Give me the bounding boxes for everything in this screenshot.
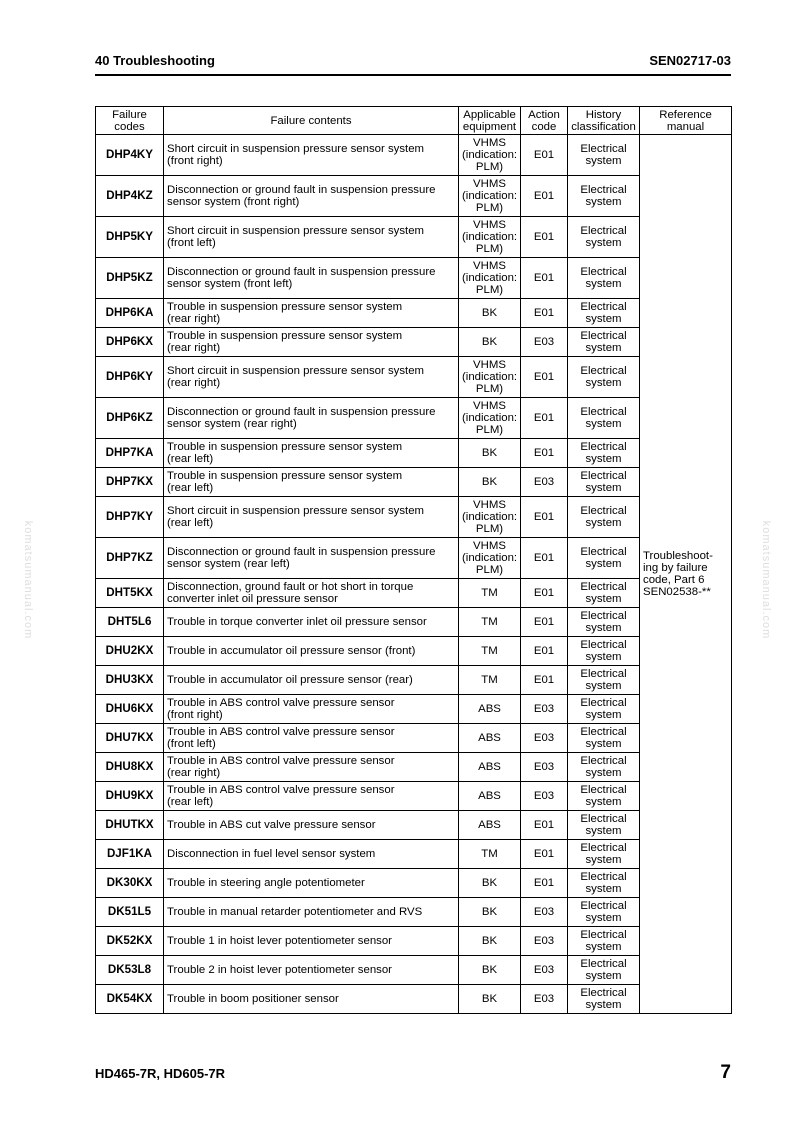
failure-contents-cell: Trouble in ABS control valve pressure sensor (rear left) [164, 782, 459, 811]
failure-contents-cell: Trouble in suspension pressure sensor system (rear right) [164, 299, 459, 328]
history-classification-cell: Electrical system [568, 637, 640, 666]
table-row [96, 695, 732, 724]
failure-contents-cell: Trouble in boom positioner sensor [164, 985, 459, 1014]
failure-contents-cell: Disconnection in fuel level sensor system [164, 840, 459, 869]
applicable-equipment-cell: BK [459, 927, 521, 956]
applicable-equipment-cell: BK [459, 956, 521, 985]
failure-contents-cell: Trouble in suspension pressure sensor system (rear left) [164, 468, 459, 497]
failure-code-cell: DK53L8 [96, 956, 164, 985]
reference-manual-cell: Troubleshoot- ing by failure code, Part 6 SEN02538-** [640, 135, 732, 1014]
history-classification-cell: Electrical system [568, 217, 640, 258]
table-row [96, 579, 732, 608]
applicable-equipment-cell: BK [459, 299, 521, 328]
applicable-equipment-cell: ABS [459, 782, 521, 811]
history-classification-cell: Electrical system [568, 869, 640, 898]
failure-code-cell: DK51L5 [96, 898, 164, 927]
failure-code-cell: DHT5L6 [96, 608, 164, 637]
failure-contents-cell: Trouble in torque converter inlet oil pressure sensor [164, 608, 459, 637]
failure-contents-cell: Disconnection or ground fault in suspension pressure sensor system (rear left) [164, 538, 459, 579]
failure-contents-cell: Trouble in ABS control valve pressure sensor (rear right) [164, 753, 459, 782]
history-classification-cell: Electrical system [568, 258, 640, 299]
applicable-equipment-cell: VHMS (indication: PLM) [459, 135, 521, 176]
history-classification-cell: Electrical system [568, 468, 640, 497]
failure-code-cell: DHU9KX [96, 782, 164, 811]
applicable-equipment-cell: BK [459, 439, 521, 468]
applicable-equipment-cell: BK [459, 328, 521, 357]
history-classification-cell: Electrical system [568, 811, 640, 840]
applicable-equipment-cell: TM [459, 608, 521, 637]
applicable-equipment-cell: VHMS (indication: PLM) [459, 497, 521, 538]
header-action-code: Action code [521, 107, 568, 135]
applicable-equipment-cell: BK [459, 985, 521, 1014]
failure-code-cell: DHP6KX [96, 328, 164, 357]
history-classification-cell: Electrical system [568, 299, 640, 328]
history-classification-cell: Electrical system [568, 538, 640, 579]
failure-code-cell: DHUTKX [96, 811, 164, 840]
history-classification-cell: Electrical system [568, 135, 640, 176]
failure-contents-cell: Trouble in accumulator oil pressure sensor (front) [164, 637, 459, 666]
table-row [96, 538, 732, 579]
history-classification-cell: Electrical system [568, 840, 640, 869]
history-classification-cell: Electrical system [568, 357, 640, 398]
failure-code-cell: DHP5KZ [96, 258, 164, 299]
failure-contents-cell: Trouble in suspension pressure sensor system (rear left) [164, 439, 459, 468]
action-code-cell: E01 [521, 217, 568, 258]
table-row [96, 135, 732, 176]
header-applicable-equipment: Applicable equipment [459, 107, 521, 135]
action-code-cell: E03 [521, 328, 568, 357]
action-code-cell: E01 [521, 176, 568, 217]
applicable-equipment-cell: TM [459, 840, 521, 869]
applicable-equipment-cell: TM [459, 579, 521, 608]
history-classification-cell: Electrical system [568, 927, 640, 956]
history-classification-cell: Electrical system [568, 439, 640, 468]
action-code-cell: E01 [521, 637, 568, 666]
table-row [96, 439, 732, 468]
failure-code-cell: DHT5KX [96, 579, 164, 608]
table-row [96, 724, 732, 753]
applicable-equipment-cell: ABS [459, 724, 521, 753]
failure-code-cell: DHP7KY [96, 497, 164, 538]
action-code-cell: E01 [521, 497, 568, 538]
page-footer [95, 1064, 731, 1084]
failure-contents-cell: Trouble in accumulator oil pressure sensor (rear) [164, 666, 459, 695]
history-classification-cell: Electrical system [568, 176, 640, 217]
failure-code-cell: DHP6KZ [96, 398, 164, 439]
table-row [96, 299, 732, 328]
action-code-cell: E03 [521, 753, 568, 782]
failure-contents-cell: Short circuit in suspension pressure sensor system (rear left) [164, 497, 459, 538]
action-code-cell: E01 [521, 299, 568, 328]
action-code-cell: E01 [521, 608, 568, 637]
section-title: 40 Troubleshooting [95, 53, 215, 68]
action-code-cell: E03 [521, 898, 568, 927]
watermark-right: komatsumanual.com [760, 520, 772, 640]
action-code-cell: E03 [521, 956, 568, 985]
applicable-equipment-cell: BK [459, 898, 521, 927]
action-code-cell: E01 [521, 357, 568, 398]
failure-contents-cell: Trouble in ABS control valve pressure sensor (front left) [164, 724, 459, 753]
applicable-equipment-cell: ABS [459, 695, 521, 724]
action-code-cell: E03 [521, 695, 568, 724]
table-row [96, 258, 732, 299]
page-number: 7 [720, 1062, 731, 1083]
history-classification-cell: Electrical system [568, 753, 640, 782]
history-classification-cell: Electrical system [568, 724, 640, 753]
failure-contents-cell: Short circuit in suspension pressure sensor system (front left) [164, 217, 459, 258]
history-classification-cell: Electrical system [568, 956, 640, 985]
history-classification-cell: Electrical system [568, 608, 640, 637]
header-failure-codes: Failure codes [96, 107, 164, 135]
failure-code-cell: DHP5KY [96, 217, 164, 258]
failure-code-cell: DHU8KX [96, 753, 164, 782]
applicable-equipment-cell: VHMS (indication: PLM) [459, 357, 521, 398]
failure-contents-cell: Trouble 1 in hoist lever potentiometer sensor [164, 927, 459, 956]
applicable-equipment-cell: TM [459, 666, 521, 695]
applicable-equipment-cell: VHMS (indication: PLM) [459, 398, 521, 439]
failure-code-cell: DHP7KZ [96, 538, 164, 579]
applicable-equipment-cell: VHMS (indication: PLM) [459, 538, 521, 579]
table-row [96, 357, 732, 398]
applicable-equipment-cell: VHMS (indication: PLM) [459, 217, 521, 258]
failure-code-table [95, 106, 732, 1014]
applicable-equipment-cell: TM [459, 637, 521, 666]
failure-code-cell: DK52KX [96, 927, 164, 956]
failure-code-cell: DHU2KX [96, 637, 164, 666]
table-row [96, 217, 732, 258]
history-classification-cell: Electrical system [568, 985, 640, 1014]
applicable-equipment-cell: VHMS (indication: PLM) [459, 258, 521, 299]
table-row [96, 497, 732, 538]
failure-code-cell: DK54KX [96, 985, 164, 1014]
table-row [96, 956, 732, 985]
action-code-cell: E01 [521, 811, 568, 840]
applicable-equipment-cell: BK [459, 468, 521, 497]
table-body [96, 135, 732, 1014]
action-code-cell: E03 [521, 927, 568, 956]
failure-code-cell: DK30KX [96, 869, 164, 898]
table-row [96, 782, 732, 811]
failure-contents-cell: Trouble in manual retarder potentiometer and RVS [164, 898, 459, 927]
applicable-equipment-cell: ABS [459, 753, 521, 782]
table-header-row [96, 107, 732, 135]
failure-code-cell: DHP7KA [96, 439, 164, 468]
failure-contents-cell: Trouble in ABS cut valve pressure sensor [164, 811, 459, 840]
table-row [96, 753, 732, 782]
model-name: HD465-7R, HD605-7R [95, 1066, 226, 1081]
failure-contents-cell: Disconnection or ground fault in suspension pressure sensor system (rear right) [164, 398, 459, 439]
header-failure-contents: Failure contents [164, 107, 459, 135]
table-row [96, 811, 732, 840]
action-code-cell: E03 [521, 468, 568, 497]
action-code-cell: E01 [521, 840, 568, 869]
failure-code-cell: DHP4KZ [96, 176, 164, 217]
table-row [96, 637, 732, 666]
failure-code-cell: DHU7KX [96, 724, 164, 753]
table-row [96, 927, 732, 956]
action-code-cell: E01 [521, 258, 568, 299]
applicable-equipment-cell: BK [459, 869, 521, 898]
failure-contents-cell: Disconnection or ground fault in suspension pressure sensor system (front left) [164, 258, 459, 299]
table-row [96, 468, 732, 497]
table-row [96, 608, 732, 637]
action-code-cell: E01 [521, 869, 568, 898]
action-code-cell: E03 [521, 782, 568, 811]
table-row [96, 666, 732, 695]
applicable-equipment-cell: ABS [459, 811, 521, 840]
header-reference-manual: Reference manual [640, 107, 732, 135]
document-code: SEN02717-03 [649, 53, 731, 68]
header-history-classification: History classification [568, 107, 640, 135]
watermark-left: komatsumanual.com [22, 520, 34, 640]
failure-code-cell: DHU6KX [96, 695, 164, 724]
failure-contents-cell: Short circuit in suspension pressure sensor system (rear right) [164, 357, 459, 398]
table-row [96, 840, 732, 869]
action-code-cell: E03 [521, 724, 568, 753]
history-classification-cell: Electrical system [568, 328, 640, 357]
table-row [96, 328, 732, 357]
applicable-equipment-cell: VHMS (indication: PLM) [459, 176, 521, 217]
history-classification-cell: Electrical system [568, 782, 640, 811]
action-code-cell: E01 [521, 439, 568, 468]
failure-contents-cell: Trouble in suspension pressure sensor system (rear right) [164, 328, 459, 357]
failure-contents-cell: Trouble 2 in hoist lever potentiometer sensor [164, 956, 459, 985]
failure-code-cell: DHU3KX [96, 666, 164, 695]
table-row [96, 869, 732, 898]
history-classification-cell: Electrical system [568, 666, 640, 695]
failure-code-cell: DHP6KA [96, 299, 164, 328]
action-code-cell: E01 [521, 538, 568, 579]
table-row [96, 985, 732, 1014]
failure-contents-cell: Short circuit in suspension pressure sensor system (front right) [164, 135, 459, 176]
history-classification-cell: Electrical system [568, 398, 640, 439]
action-code-cell: E01 [521, 135, 568, 176]
failure-contents-cell: Trouble in steering angle potentiometer [164, 869, 459, 898]
table-row [96, 398, 732, 439]
table-row [96, 176, 732, 217]
history-classification-cell: Electrical system [568, 898, 640, 927]
action-code-cell: E01 [521, 666, 568, 695]
header-divider [95, 74, 731, 76]
action-code-cell: E01 [521, 579, 568, 608]
failure-contents-cell: Disconnection or ground fault in suspension pressure sensor system (front right) [164, 176, 459, 217]
action-code-cell: E03 [521, 985, 568, 1014]
failure-code-cell: DHP6KY [96, 357, 164, 398]
failure-code-cell: DJF1KA [96, 840, 164, 869]
history-classification-cell: Electrical system [568, 497, 640, 538]
history-classification-cell: Electrical system [568, 695, 640, 724]
failure-contents-cell: Trouble in ABS control valve pressure sensor (front right) [164, 695, 459, 724]
table-row [96, 898, 732, 927]
history-classification-cell: Electrical system [568, 579, 640, 608]
action-code-cell: E01 [521, 398, 568, 439]
failure-code-cell: DHP7KX [96, 468, 164, 497]
failure-code-cell: DHP4KY [96, 135, 164, 176]
failure-contents-cell: Disconnection, ground fault or hot short in torque converter inlet oil pressure sensor [164, 579, 459, 608]
page-header [95, 52, 731, 72]
